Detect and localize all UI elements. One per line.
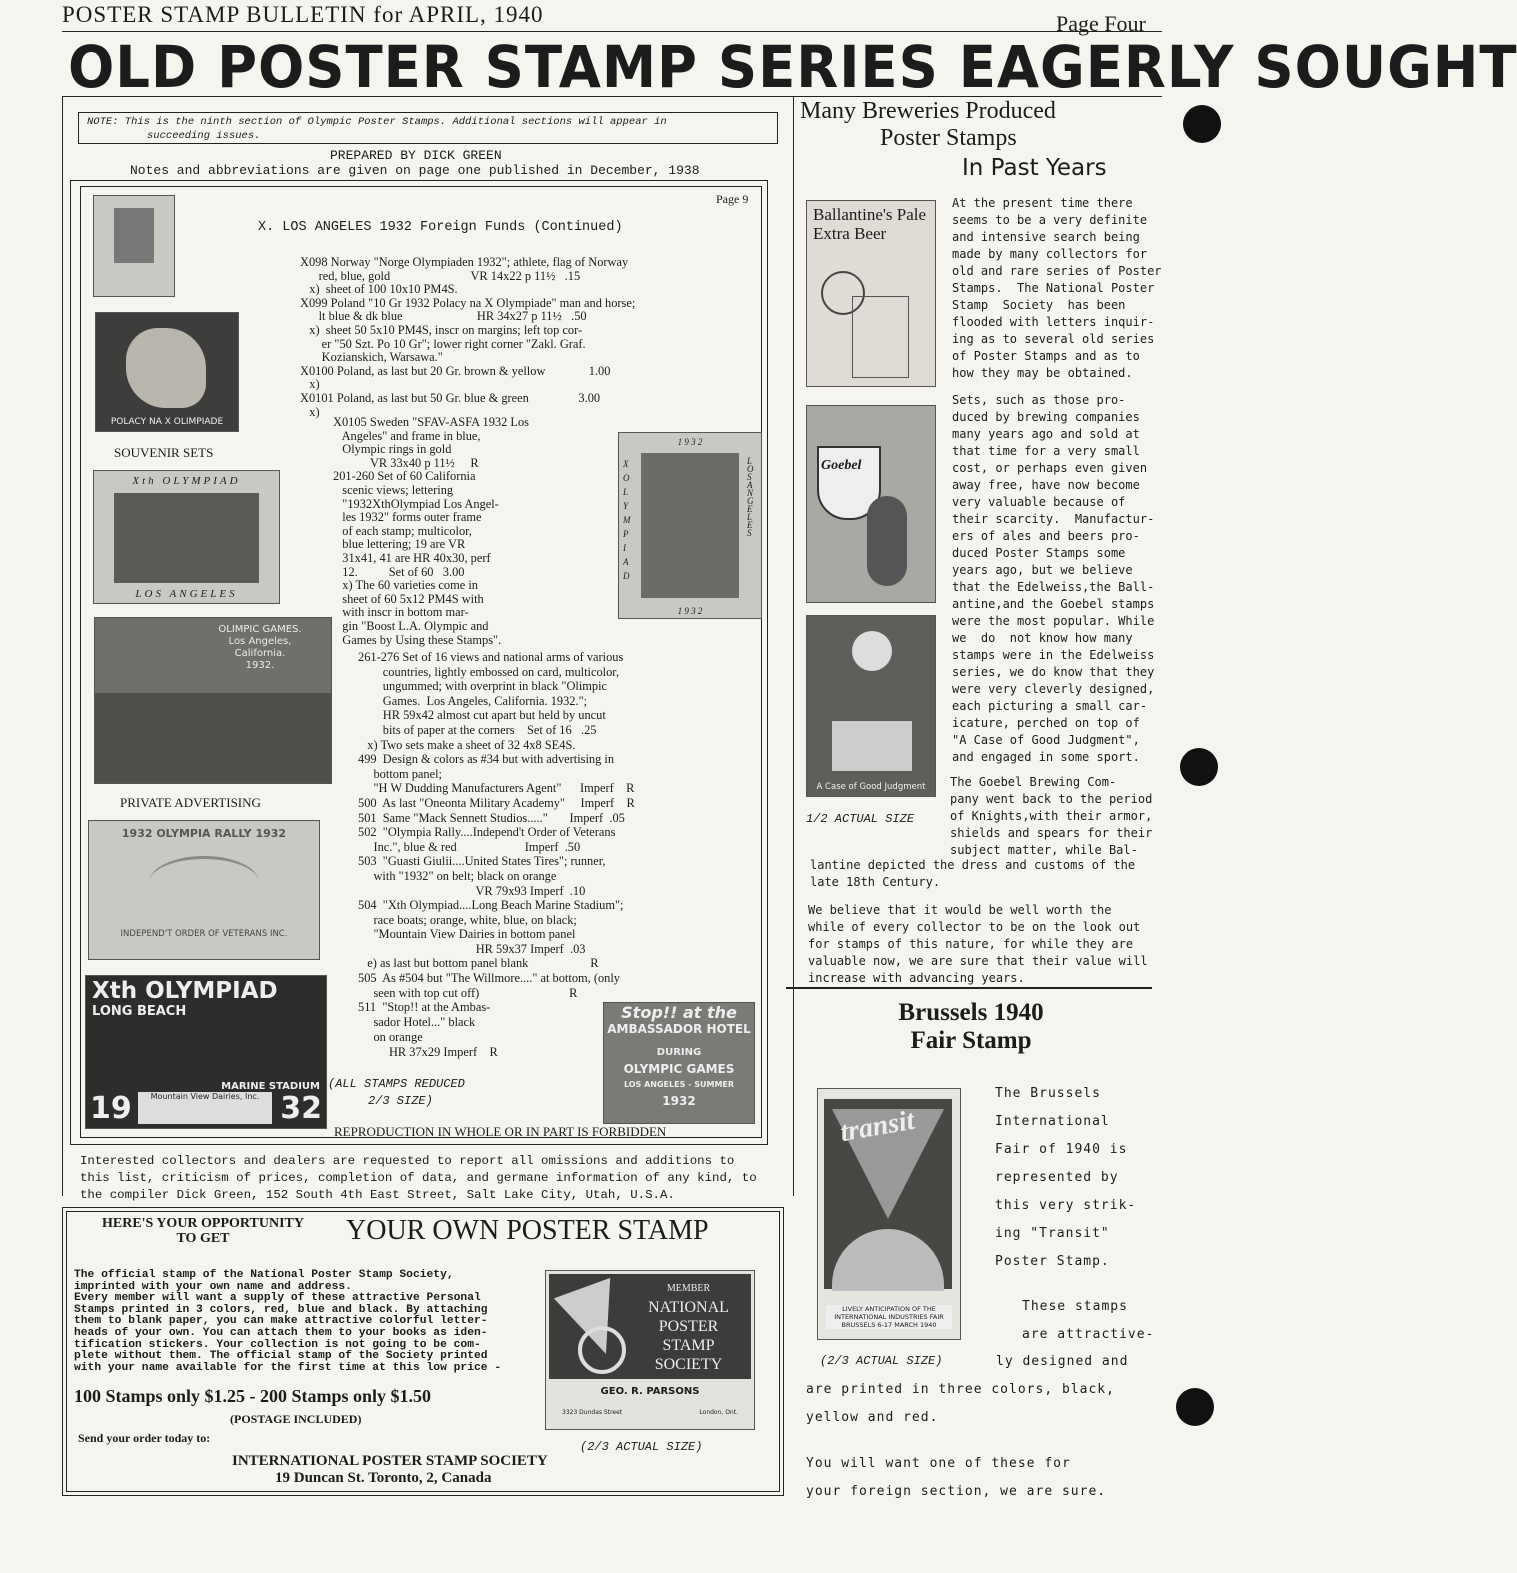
reproduction-note: REPRODUCTION IN WHOLE OR IN PART IS FORBIDDEN [334,1124,667,1139]
catalog-line: sador Hotel..." black [358,1015,476,1029]
catalog-line: x) [300,377,320,392]
catalog-line: red, blue, gold VR 14x22 p 11½ .15 [300,268,581,283]
catalog-line: er "50 Szt. Po 10 Gr"; lower right corner "Zakl. Graf. [300,336,586,351]
catalog-line: 501 Same "Mack Sennett Studios....." Imperf .05 [358,810,625,825]
listing-block-d [358,1000,598,1060]
brussels-line: ing "Transit" [995,1226,1110,1241]
reduced-note-2: 2/3 SIZE) [368,1094,433,1108]
footer-note-1: Interested collectors and dealers are requested to report all omissions and additions to [80,1154,735,1168]
prepared-by: PREPARED BY DICK GREEN [330,148,502,163]
breweries-line: were the most popular. While [952,614,1155,628]
breweries-line: how they may be obtained. [952,366,1133,380]
catalog-line: les 1932" forms outer frame [333,510,482,525]
ad-price-line: 100 Stamps only $1.25 - 200 Stamps only $1.50 [74,1386,432,1406]
california-top: 1 9 3 2 [677,437,703,447]
breweries-title [800,98,1056,152]
brussels-title [876,999,1066,1055]
brussels-line: International [995,1114,1110,1129]
transit-label: transit [837,1104,917,1149]
olimpic-stamp-line-3: 1932. [245,660,275,671]
veterans-stamp-bottom: INDEPEND'T ORDER OF VETERANS INC. [120,929,288,939]
ad-opportunity [74,1216,332,1246]
breweries-line: their scarcity. Manufactur- [952,512,1155,526]
catalog-line: with "1932" on belt; black on orange [358,868,557,883]
brussels-line: The Brussels [995,1086,1101,1101]
breweries-line: and intensive search being [952,230,1140,244]
souvenir-stamp-image [93,470,280,604]
breweries-line: Stamp Society has been [952,298,1126,312]
breweries-title-2: Poster Stamps [880,125,1017,151]
olimpic-stamp-line-1: OLIMPIC GAMES. [218,624,302,635]
brussels-line: are printed in three colors, black, [806,1382,1115,1397]
nps-2: NATIONAL [648,1299,729,1316]
notes-line: Notes and abbreviations are given on page one published in December, 1938 [130,163,700,178]
reduced-note-1: (ALL STAMPS REDUCED [328,1077,465,1091]
catalog-line: 505 As #504 but "The Willmore...." at bottom, (only [358,971,620,986]
ambassador-2: AMBASSADOR HOTEL [607,1022,751,1036]
ad-body-5: them to blank paper, you can make attractive colorful letter- [74,1315,488,1328]
catalog-line: x) [300,404,320,419]
breweries-line: late 18th Century. [810,875,941,889]
nps-stamp-image [545,1270,755,1430]
catalog-line: 31x41, 41 are HR 40x30, perf [333,550,491,565]
california-bottom: 1 9 3 2 [677,606,703,616]
nps-3: POSTER [658,1318,719,1335]
brussels-para-2a [1022,1293,1162,1349]
breweries-line: were very cleverly designed, [952,682,1155,696]
breweries-line: and engaged in some sport. [952,750,1140,764]
veterans-stamp-top: 1932 OLYMPIA RALLY 1932 [121,827,287,840]
catalog-line: X0100 Poland, as last but 20 Gr. brown & yellow 1.00 [300,363,611,378]
breweries-line: that time for a very small [952,444,1140,458]
footer-note-3: the compiler Dick Green, 152 South 4th East Street, Salt Lake City, Utah, U.S.A. [80,1188,675,1202]
breweries-line: each picturing a small car- [952,699,1148,713]
long-beach-year-left: 19 [90,1091,132,1126]
california-right: L O S A N G E L E S [747,456,754,538]
olimpic-stamp-line-2: Los Angeles, California. [228,636,292,659]
long-beach-stamp-image [85,975,327,1129]
ballantine-text: Ballantine's Pale Extra Beer [813,205,927,243]
breweries-line: stamps were in the Edelweiss [952,648,1155,662]
breweries-para-4 [808,902,1158,987]
catalog-line: VR 33x40 p 11½ R [333,455,479,470]
breweries-line: made by many collectors for [952,247,1148,261]
catalog-line: X0105 Sweden "SFAV-ASFA 1932 Los [333,415,529,429]
breweries-line: Stamps. The National Poster [952,281,1155,295]
footer-note [80,1153,757,1204]
souvenir-stamp-top: Xth OLYMPIAD [132,475,241,487]
nps-name: GEO. R. PARSONS [600,1386,700,1397]
ad-body [74,1270,501,1374]
norway-stamp-image [93,195,175,297]
catalog-line: x) The 60 varieties come in [333,578,478,593]
ad-body-2: imprinted with your own name and address. [74,1280,352,1293]
catalog-line: 503 "Guasti Giulii....United States Tires"; runner, [358,854,606,869]
breweries-title-1: Many Breweries Produced [800,98,1056,124]
breweries-line: We believe that it would be well worth the [808,903,1112,917]
catalog-line: X099 Poland "10 Gr 1932 Polacy na X Olympiade" man and horse; [300,295,636,310]
brussels-para-2c [806,1376,1156,1432]
breweries-line: valuable now, we are sure that their value will [808,954,1148,968]
catalog-line: ungummed; with overprint in black "Olimpic [358,679,608,694]
ambassador-4: OLYMPIC GAMES [623,1062,735,1076]
souvenir-stamp-bottom: LOS ANGELES [135,588,238,600]
bulletin-line: POSTER STAMP BULLETIN for APRIL, 1940 [62,2,544,27]
long-beach-year-right: 32 [280,1091,322,1126]
nps-1: MEMBER [666,1283,711,1294]
brussels-size-note: (2/3 ACTUAL SIZE) [820,1354,943,1368]
reduced-note [328,1076,465,1110]
brussels-line: Fair of 1940 is [995,1142,1128,1157]
catalog-line: race boats; orange, white, blue, on black; [358,912,577,927]
breweries-line: subject matter, while Bal- [950,843,1138,857]
note-box [78,112,778,144]
nps-5: SOCIETY [654,1356,723,1373]
breweries-para-3b [810,857,1160,891]
ambassador-stamp-image [603,1002,755,1124]
catalog-line: countries, lightly embossed on card, multicolor, [358,664,620,679]
ad-actual-size: (2/3 ACTUAL SIZE) [580,1440,703,1454]
breweries-line: increase with advancing years. [808,971,1025,985]
catalog-line: 502 "Olympia Rally....Independ't Order of Veterans [358,825,616,840]
ad-body-8: plete without them. The official stamp of the Society printed [74,1350,488,1363]
catalog-line: Games. Los Angeles, California. 1932."; [358,693,588,708]
breweries-line: years ago, but we believe [952,563,1133,577]
catalog-line: 511 "Stop!! at the Ambas- [358,1000,491,1014]
catalog-line: x) sheet 50 5x10 PM4S, inscr on margins; left top cor- [300,322,583,337]
breweries-line: while of every collector to be on the look out [808,920,1141,934]
catalog-line: Angeles" and frame in blue, [333,428,481,443]
ambassador-1: Stop!! at the [621,1003,737,1022]
transit-bottom: LIVELY ANTICIPATION OF THE INTERNATIONAL INDUSTRIES FAIR BRUSSELS 6-17 MARCH 1940 [826,1305,952,1329]
breweries-line: series, we do know that they [952,665,1155,679]
catalog-line: HR 37x29 Imperf R [358,1045,498,1059]
catalog-line: seen with top cut off) R [358,985,578,1000]
private-advertising-label: PRIVATE ADVERTISING [120,795,261,810]
breweries-line: of Knights,with their armor, [950,809,1153,823]
california-left: X O L Y M P I A D [623,459,631,581]
ad-body-6: heads of your own. You can attach them to your books as iden- [74,1326,488,1339]
breweries-line: for stamps of this nature, for while they are [808,937,1134,951]
catalog-line: blue lettering; 19 are VR [333,537,466,552]
good-judgment-stamp-image [806,615,936,797]
catalog-line: x) Two sets make a sheet of 32 4x8 SE4S. [358,737,576,752]
breweries-line: lantine depicted the dress and customs of the [810,858,1136,872]
page-headline: OLD POSTER STAMP SERIES EAGERLY SOUGHT [68,33,1517,101]
breweries-line: many years ago and sold at [952,427,1140,441]
nps-addr-right: London, Ont. [699,1409,738,1416]
catalog-line: 12. Set of 60 3.00 [333,564,465,579]
ad-send: Send your order today to: [78,1431,211,1445]
catalog-line: 261-276 Set of 16 views and national arms of various [358,650,624,664]
brussels-line: yellow and red. [806,1410,939,1425]
catalog-line: HR 59x42 almost cut apart but held by uncut [358,708,606,723]
catalog-line: bits of paper at the corners Set of 16 .25 [358,722,597,737]
ad-opportunity-1: HERE'S YOUR OPPORTUNITY [101,1216,304,1231]
ad-body-1: The official stamp of the National Poster Stamp Society, [74,1269,454,1281]
brussels-line: this very strik- [995,1198,1137,1213]
catalog-line: x) sheet of 100 10x10 PM4S. [300,282,458,297]
breweries-line: cost, or perhaps even given [952,461,1148,475]
poland-stamp-image [95,312,239,432]
breweries-line: Sets, such as those pro- [952,393,1126,407]
breweries-para-3 [950,774,1155,859]
long-beach-line-2: LONG BEACH [92,1004,187,1019]
ad-body-4: Stamps printed in 3 colors, red, blue and black. By attaching [74,1303,488,1316]
breweries-line: icature, perched on top of [952,716,1140,730]
catalog-line: 201-260 Set of 60 California [333,469,476,484]
brussels-title-2: Fair Stamp [910,1027,1032,1054]
catalog-line: scenic views; lettering [333,482,454,497]
catalog-line: X098 Norway "Norge Olympiaden 1932"; athlete, flag of Norway [300,255,629,269]
goebel-label: Goebel [821,458,862,473]
nps-4: STAMP [662,1337,715,1354]
listing-block-b [333,416,613,647]
catalog-line: with inscr in bottom mar- [333,605,469,620]
breweries-line: seems to be a very definite [952,213,1148,227]
catalog-page-no: Page 9 [716,192,749,206]
catalog-line: "Mountain View Dairies in bottom panel [358,927,576,942]
breweries-para-2 [952,392,1157,766]
breweries-line: very valuable because of [952,495,1126,509]
catalog-line: lt blue & dk blue HR 34x27 p 11½ .50 [300,309,587,324]
olimpic-games-stamp-image [94,617,332,784]
ad-society: INTERNATIONAL POSTER STAMP SOCIETY [232,1453,548,1469]
binder-hole-bottom [1176,1388,1214,1426]
ambassador-6: 1932 [662,1094,696,1108]
brussels-para-2b: ly designed and [996,1354,1129,1369]
catalog-line: e) as last but bottom panel blank R [358,956,599,971]
long-beach-dairy: Mountain View Dairies, Inc. [138,1092,272,1124]
brussels-para-1 [995,1080,1155,1276]
section-title: X. LOS ANGELES 1932 Foreign Funds (Continued) [258,220,623,235]
breweries-line: shields and spears for their [950,826,1153,840]
brussels-line: your foreign section, we are sure. [806,1484,1107,1499]
catalog-line: "H W Dudding Manufacturers Agent" Imperf R [358,781,635,796]
catalog-line: Kozianskich, Warsawa." [300,350,443,365]
catalog-line: HR 59x37 Imperf .03 [358,941,586,956]
catalog-line: gin "Boost L.A. Olympic and [333,618,489,633]
catalog-line: VR 79x93 Imperf .10 [358,883,586,898]
binder-hole-middle [1180,748,1218,786]
breweries-line: away free, have now become [952,478,1140,492]
breweries-line: ers of ales and beers pro- [952,529,1140,543]
breweries-line: At the present time there [952,196,1133,210]
breweries-line: The Goebel Brewing Com- [950,775,1117,789]
veterans-stamp-image [88,820,320,960]
catalog-line: bottom panel; [358,766,442,781]
breweries-title-3: In Past Years [962,155,1107,181]
brussels-line: represented by [995,1170,1119,1185]
ambassador-5: LOS ANGELES - SUMMER [623,1080,735,1089]
breweries-line: ing as to several old series [952,332,1155,346]
catalog-line: of each stamp; multicolor, [333,523,472,538]
catalog-line: "1932XthOlympiad Los Angel- [333,496,499,511]
catalog-line: 499 Design & colors as #34 but with advertising in [358,752,615,767]
breweries-line: of Poster Stamps and as to [952,349,1140,363]
brussels-title-1: Brussels 1940 [898,999,1044,1026]
breweries-line: "A Case of Good Judgment", [952,733,1140,747]
california-stamp-image [618,432,762,619]
poland-stamp-label: POLACY NA X OLIMPIADE [110,417,224,427]
transit-stamp-image [817,1088,961,1340]
goebel-stamp-image [806,405,936,603]
catalog-line: 504 "Xth Olympiad....Long Beach Marine Stadium"; [358,898,624,913]
breweries-line: duced by brewing companies [952,410,1140,424]
brussels-line: Poster Stamp. [995,1254,1110,1269]
header-rule [62,31,1162,32]
ad-body-3: Every member will want a supply of these attractive Personal [74,1292,481,1305]
breweries-line: pany went back to the period [950,792,1153,806]
catalog-line: Olympic rings in gold [333,442,452,457]
brussels-line: are attractive- [1022,1327,1155,1342]
ballantine-stamp-image [806,200,936,387]
catalog-line: Games by Using these Stamps". [333,632,502,647]
breweries-para-1 [952,195,1162,382]
long-beach-line-3: MARINE STADIUM [221,1081,320,1092]
ad-title: YOUR OWN POSTER STAMP [346,1215,709,1246]
good-judgment-label: A Case of Good Judgment [816,782,926,792]
half-size-note: 1/2 ACTUAL SIZE [806,812,915,826]
brussels-para-3 [806,1450,1156,1506]
breweries-line: we do not know how many [952,631,1133,645]
footer-note-2: this list, criticism of prices, completion of data, and germane information of any kind, to [80,1171,757,1185]
ad-opportunity-2: TO GET [176,1231,230,1246]
note-text-1: NOTE: This is the ninth section of Olympic Poster Stamps. Additional sections will appear in [87,116,667,128]
note-text-2: succeeding issues. [147,130,261,142]
catalog-line: 500 As last "Oneonta Military Academy" Imperf R [358,795,635,810]
brussels-line: These stamps [1022,1299,1128,1314]
breweries-line: old and rare series of Poster [952,264,1162,278]
ad-body-7: tification stickers. Your collection is not going to be com- [74,1338,481,1351]
breweries-line: that the Edelweiss,the Ball- [952,580,1155,594]
breweries-line: flooded with letters inquir- [952,315,1155,329]
catalog-line: on orange [358,1030,423,1044]
page-label: Page Four [1056,11,1146,36]
section-divider [786,987,1152,989]
brussels-line: You will want one of these for [806,1456,1071,1471]
breweries-line: antine,and the Goebel stamps [952,597,1155,611]
catalog-line: X0101 Poland, as last but 50 Gr. blue & green 3.00 [300,390,601,405]
listing-block-a [300,256,765,419]
nps-addr-left: 3323 Dundas Street [562,1409,623,1416]
catalog-line: sheet of 60 5x12 PM4S with [333,591,484,606]
souvenir-sets-label: SOUVENIR SETS [114,445,214,460]
ad-body-9: with your name available for the first time at this low price - [74,1361,502,1374]
ad-address: 19 Duncan St. Toronto, 2, Canada [275,1470,492,1486]
ad-postage: (POSTAGE INCLUDED) [230,1412,362,1426]
binder-hole-top [1183,105,1221,143]
ambassador-3: DURING [656,1047,702,1058]
catalog-line: Inc.", blue & red Imperf .50 [358,839,581,854]
breweries-line: duced Poster Stamps some [952,546,1126,560]
long-beach-line-1: Xth OLYMPIAD [92,978,278,1004]
listing-block-c [358,650,763,1000]
